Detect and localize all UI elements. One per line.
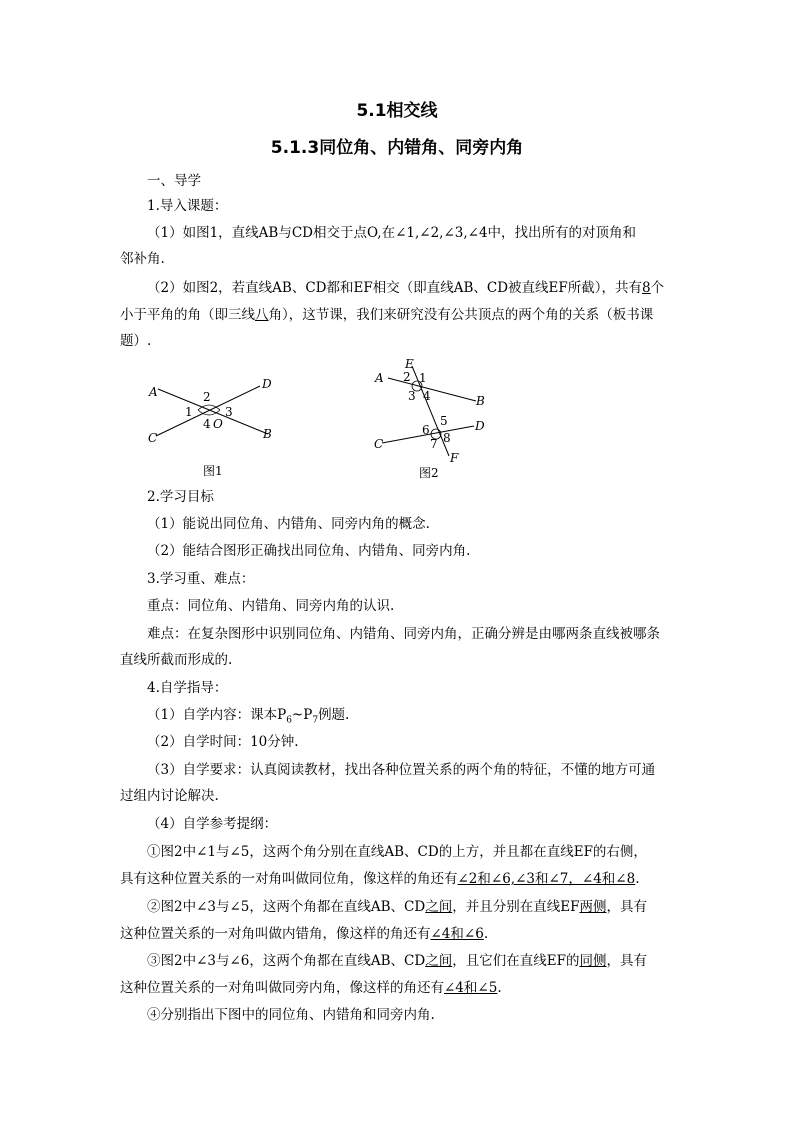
answer-blank: 同侧 <box>579 953 607 969</box>
paragraph: （3）自学要求：认真阅读教材，找出各种位置关系的两个角的特征，不懂的地方可通 <box>147 762 656 778</box>
label-d: D <box>475 419 485 433</box>
paragraph: （1）自学内容：课本$P_6\sim P_7$例题. <box>147 707 350 726</box>
answer-blank: 8 <box>642 280 651 296</box>
paragraph: 难点：在复杂图形中识别同位角、内错角、同旁内角，正确分辨是由哪两条直线被哪条 <box>147 626 660 642</box>
paragraph: 重点：同位角、内错角、同旁内角的认识. <box>147 598 395 614</box>
label-c: C <box>374 437 384 451</box>
label-o: O <box>213 417 223 431</box>
label-angle-4: 4 <box>203 417 211 431</box>
paragraph: ②图2中∠3与∠5，这两个角都在直线AB、CD之间，并且分别在直线EF两侧，具有 <box>147 899 647 915</box>
label-angle-6: 6 <box>422 423 430 437</box>
label-angle-2: 2 <box>203 390 211 404</box>
paragraph: （1）如图1，直线AB与CD相交于点O,在∠1,∠2,∠3,∠4中，找出所有的对顶角和 <box>147 225 637 241</box>
label-angle-4: 4 <box>423 389 431 403</box>
subsection-heading: 4.自学指导： <box>147 680 228 696</box>
label-b: B <box>263 427 272 441</box>
label-e: E <box>405 357 414 371</box>
paragraph: （4）自学参考提纲： <box>147 816 278 832</box>
paragraph: ④分别指出下图中的同位角、内错角和同旁内角. <box>147 1007 435 1023</box>
figure-2 <box>368 354 508 482</box>
paragraph: （2）自学时间：10分钟. <box>147 734 299 750</box>
label-b: B <box>476 394 485 408</box>
line-ab <box>388 378 476 401</box>
paragraph: 直线所截而形成的. <box>120 652 233 668</box>
paragraph: 这种位置关系的一对角叫做内错角，像这样的角还有∠4和∠6. <box>120 926 489 942</box>
paragraph: 题）. <box>120 333 152 349</box>
answer-blank: ∠4和∠6 <box>430 926 484 942</box>
paragraph: 邻补角. <box>120 251 165 267</box>
label-f: F <box>450 451 459 465</box>
paragraph: （1）能说出同位角、内错角、同旁内角的概念. <box>147 516 430 532</box>
angle-arc <box>198 405 220 410</box>
subsection-heading: 3.学习重、难点： <box>147 571 255 587</box>
subsection-heading: 2.学习目标 <box>147 489 214 505</box>
label-c: C <box>148 431 158 445</box>
figure-1-caption: 图1 <box>203 464 223 478</box>
page-title: 5.1相交线 <box>356 101 438 121</box>
paragraph: （2）能结合图形正确找出同位角、内错角、同旁内角. <box>147 543 471 559</box>
section-heading: 一、导学 <box>147 173 201 189</box>
label-angle-5: 5 <box>440 414 448 428</box>
label-angle-1: 1 <box>419 371 427 385</box>
label-a: A <box>375 371 384 385</box>
paragraph: ①图2中∠1与∠5，这两个角分别在直线AB、CD的上方，并且都在直线EF的右侧， <box>147 844 647 860</box>
label-angle-7: 7 <box>430 437 438 451</box>
label-a: A <box>149 385 158 399</box>
paragraph: （2）如图2，若直线AB、CD都和EF相交（即直线AB、CD被直线EF所截），共有8个 <box>147 280 665 296</box>
paragraph: 小于平角的角（即三线八角），这节课，我们来研究没有公共顶点的两个角的关系（板书课 <box>120 307 654 323</box>
paragraph: 这种位置关系的一对角叫做同旁内角，像这样的角还有∠4和∠5. <box>120 980 502 996</box>
answer-blank: 八 <box>255 307 269 323</box>
answer-blank: 两侧 <box>579 899 607 915</box>
subsection-heading: 1.导入课题： <box>147 198 228 214</box>
figure-2-caption: 图2 <box>419 466 439 480</box>
answer-blank: ∠2和∠6,∠3和∠7，∠4和∠8 <box>457 871 636 887</box>
label-angle-2: 2 <box>403 370 411 384</box>
paragraph: ③图2中∠3与∠6，这两个角都在直线AB、CD之间，且它们在直线EF的同侧，具有 <box>147 953 647 969</box>
label-angle-8: 8 <box>443 431 451 445</box>
page-subtitle: 5.1.3同位角、内错角、同旁内角 <box>270 138 524 158</box>
figure-1 <box>140 372 290 482</box>
label-angle-3: 3 <box>408 389 416 403</box>
label-angle-3: 3 <box>225 405 233 419</box>
label-d: D <box>262 377 272 391</box>
answer-blank: 之间 <box>425 899 453 915</box>
paragraph: 过组内讨论解决. <box>120 788 219 804</box>
answer-blank: 之间 <box>425 953 453 969</box>
label-angle-1: 1 <box>185 405 193 419</box>
answer-blank: ∠4和∠5 <box>444 980 498 996</box>
paragraph: 具有这种位置关系的一对角叫做同位角，像这样的角还有∠2和∠6,∠3和∠7，∠4和∠8. <box>120 871 640 887</box>
